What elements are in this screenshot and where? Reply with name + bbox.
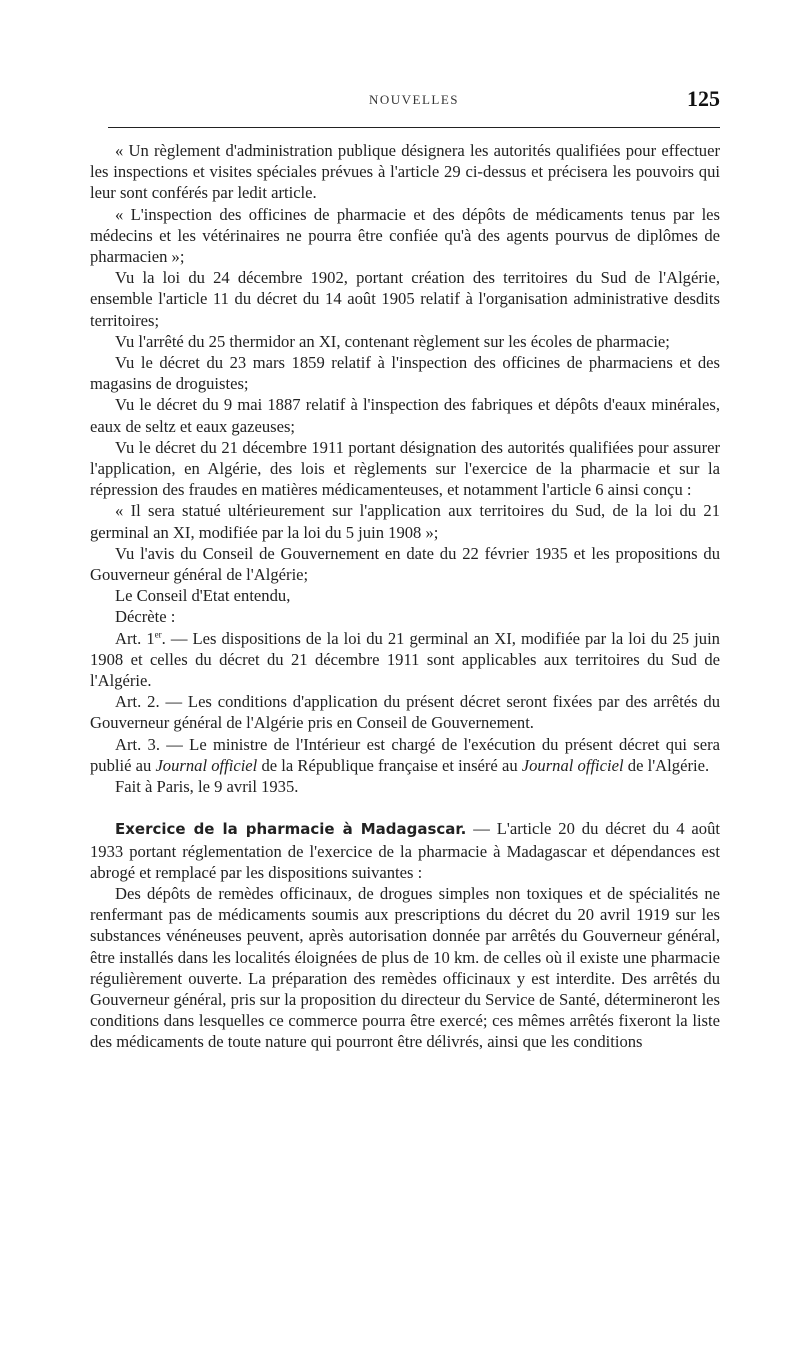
paragraph: Vu le décret du 9 mai 1887 relatif à l'inspection des fabriques et dépôts d'eaux minérales, eaux de seltz et eaux gazeuses;: [90, 395, 720, 436]
journal-title: Journal officiel: [521, 755, 624, 775]
paragraph: Décrète :: [115, 607, 176, 627]
paragraph: « L'inspection des officines de pharmacie et des dépôts de médicaments tenus par les médecins et les vétérinaires ne pourra être confiée qu'à des agents pourvus de diplômes de pharmacien »;: [90, 204, 720, 267]
body-text: [90, 140, 720, 1053]
article-3-text-c: de l'Algérie.: [623, 755, 710, 775]
section-heading: Exercice de la pharmacie à Madagascar.: [115, 820, 467, 839]
paragraph: Vu le décret du 23 mars 1859 relatif à l'inspection des officines de pharmaciens et des magasins de droguistes;: [90, 353, 720, 394]
paragraph: Des dépôts de remèdes officinaux, de drogues simples non toxiques et de spécialités ne renfermant pas de médicaments soumis aux prescriptions du décret du 20 avril 1919 sur les substances vénéneuses peuvent, après autorisation donnée par arrêtés du Gouverneur général, être installés dans les localités éloignées de plus de 10 km. de celles où il existe une pharmacie régulièrement ouverte. La préparation des remèdes officinaux y est interdite. Des arrêtés du Gouverneur général, pris sur la proposition du directeur du Service de Santé, détermineront les conditions dans lesquelles ce commerce pourra être exercé; ces mêmes arrêtés fixeront la liste des médicaments de toute nature qui pourront être délivrés, ainsi que les conditions: [90, 883, 720, 1052]
article-2: Art. 2. — Les conditions d'application du présent décret seront fixées par des arrêtés du Gouverneur général de l'Algérie pris en Conseil de Gouvernement.: [90, 692, 720, 733]
article-3-text-a: Art. 3. — Le ministre de l'Intérieur est chargé de l'exécution du présent décret qui sera publié au: [90, 734, 720, 775]
running-title: NOUVELLES: [368, 92, 460, 107]
paragraph: Vu le décret du 21 décembre 1911 portant désignation des autorités qualifiées pour assurer l'application, en Algérie, des lois et règlements sur l'exercice de la pharmacie et sur la répression des fraudes en matières médicamenteuses, et notamment l'article 6 ainsi conçu :: [90, 437, 720, 500]
header-rule: [108, 127, 720, 128]
paragraph: « Un règlement d'administration publique désignera les autorités qualifiées pour effectuer les inspections et visites spéciales prévues à l'article 29 ci-dessus et précisera les pouvoirs qui leur sont conférés par ledit article.: [90, 141, 720, 203]
article-1-prefix: Art. 1: [115, 628, 155, 648]
page-number: 125: [687, 86, 720, 111]
paragraph: Vu la loi du 24 décembre 1902, portant création des territoires du Sud de l'Algérie, ensemble l'article 11 du décret du 14 août 1905 relatif à l'organisation administrative desdits territoires;: [90, 268, 720, 330]
page-header: [108, 86, 720, 114]
article-3: [90, 734, 720, 776]
paragraph: Le Conseil d'Etat entendu,: [115, 586, 291, 606]
article-1: [90, 628, 720, 692]
section-madagascar: [90, 818, 720, 883]
journal-title: Journal officiel: [155, 755, 258, 775]
article-3-text-b: de la République française et inséré au: [257, 755, 522, 775]
section-intro: — L'article 20 du décret du 4 août 1933 portant réglementation de l'exercice de la pharmacie à Madagascar et dépendances est abrogé et remplacé par les dispositions suivantes :: [90, 819, 720, 882]
paragraph: « Il sera statué ultérieurement sur l'application aux territoires du Sud, de la loi du 21 germinal an XI, modifiée par la loi du 5 juin 1908 »;: [90, 501, 720, 542]
paragraph: Vu l'avis du Conseil de Gouvernement en date du 22 février 1935 et les propositions du Gouverneur général de l'Algérie;: [90, 543, 720, 585]
signature-line: Fait à Paris, le 9 avril 1935.: [115, 777, 299, 797]
article-1-sup: er: [154, 629, 162, 640]
article-1-text: . — Les dispositions de la loi du 21 germinal an XI, modifiée par la loi du 25 juin 1908 et celles du décret du 21 décembre 1911 sont applicables aux territoires du Sud de l'Algérie.: [90, 628, 720, 691]
paragraph: Vu l'arrêté du 25 thermidor an XI, contenant règlement sur les écoles de pharmacie;: [115, 331, 670, 351]
